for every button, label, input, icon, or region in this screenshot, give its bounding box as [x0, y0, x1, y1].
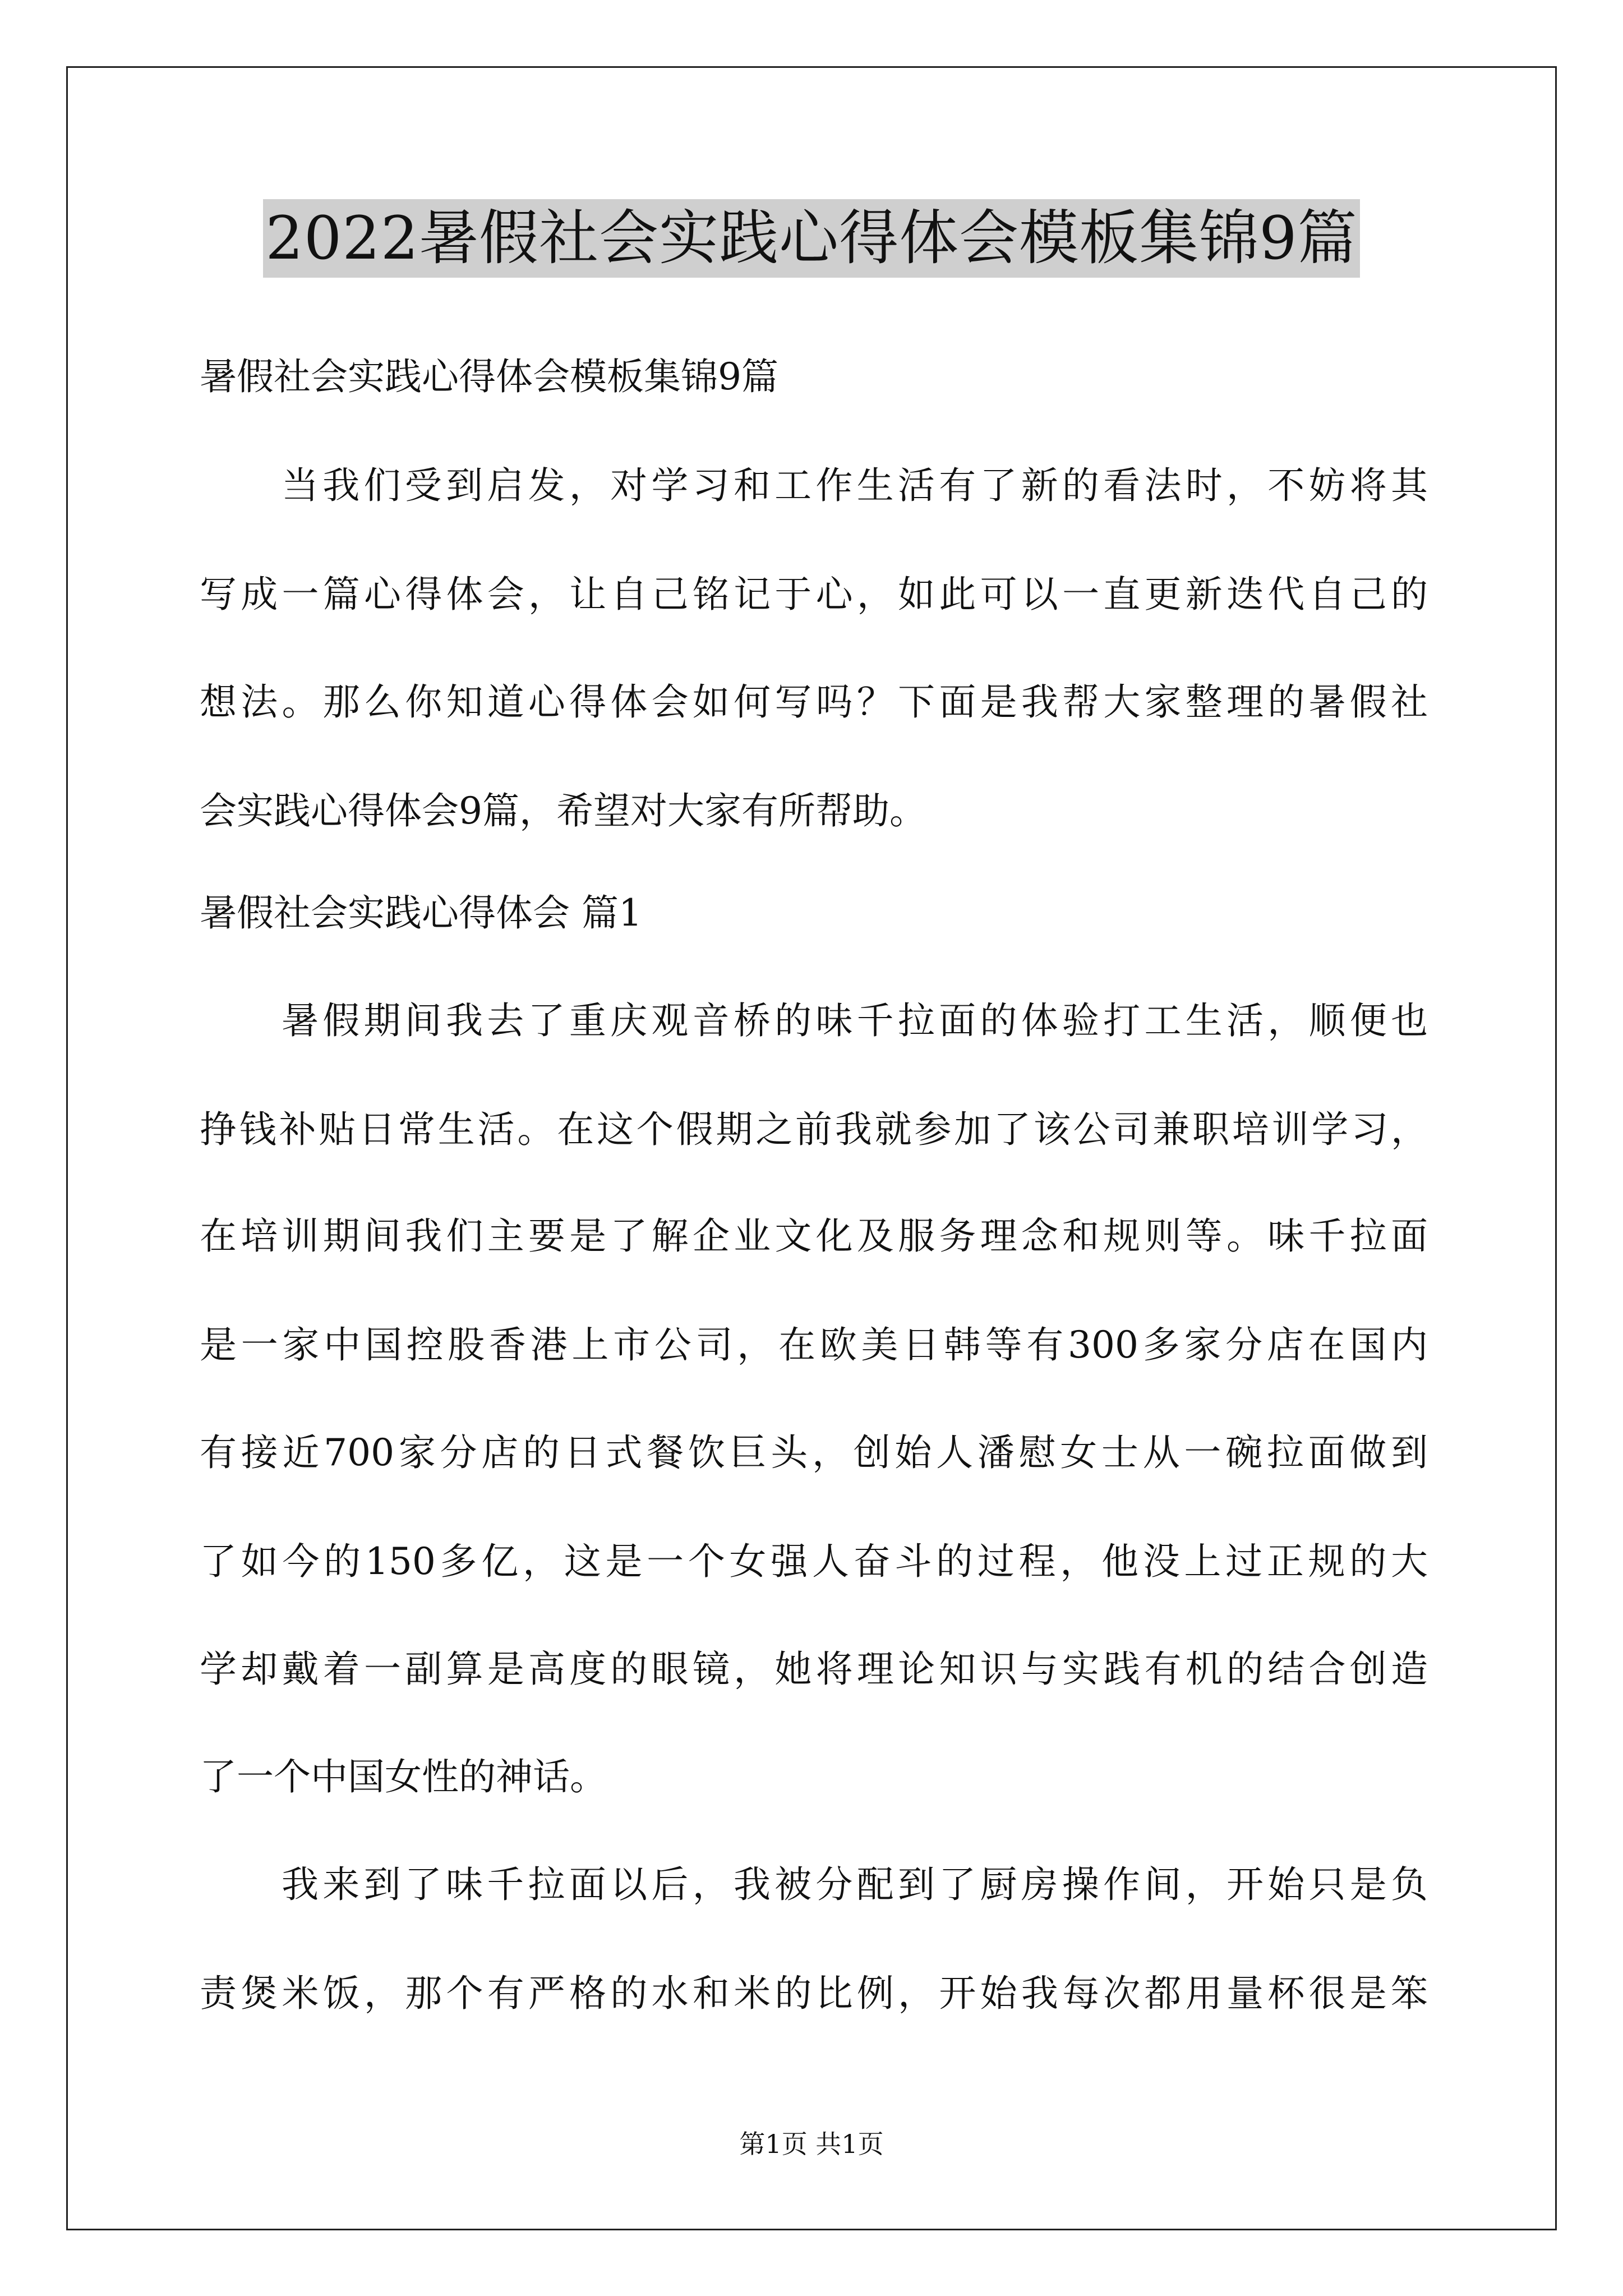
- intro-line: 想法。那么你知道心得体会如何写吗？下面是我帮大家整理的暑假社: [200, 680, 1428, 724]
- paragraph-line: 学却戴着一副算是高度的眼镜，她将理论知识与实践有机的结合创造: [200, 1648, 1428, 1691]
- paragraph-line: 责煲米饭，那个有严格的水和米的比例，开始我每次都用量杯很是笨: [200, 1972, 1428, 2015]
- paragraph-line: 挣钱补贴日常生活。在这个假期之前我就参加了该公司兼职培训学习，: [200, 1108, 1428, 1151]
- paragraph-line: 在培训期间我们主要是了解企业文化及服务理念和规则等。味千拉面: [200, 1214, 1428, 1258]
- paragraph-line: 我来到了味千拉面以后，我被分配到了厨房操作间，开始只是负: [282, 1863, 1428, 1906]
- paragraph-line: 有接近700家分店的日式餐饮巨头，创始人潘慰女士从一碗拉面做到: [200, 1431, 1428, 1474]
- page-footer: 第1页 共1页: [739, 2129, 884, 2159]
- intro-line: 会实践心得体会9篇，希望对大家有所帮助。: [200, 789, 926, 832]
- paragraph-line: 暑假期间我去了重庆观音桥的味千拉面的体验打工生活，顺便也: [282, 999, 1428, 1042]
- paragraph-line: 了如今的150多亿，这是一个女强人奋斗的过程，他没上过正规的大: [200, 1540, 1428, 1583]
- intro-line: 当我们受到启发，对学习和工作生活有了新的看法时，不妨将其: [282, 464, 1428, 507]
- document-title-text: 2022暑假社会实践心得体会模板集锦9篇: [263, 199, 1359, 278]
- intro-line: 写成一篇心得体会，让自己铭记于心，如此可以一直更新迭代自己的: [200, 573, 1428, 616]
- document-subtitle: 暑假社会实践心得体会模板集锦9篇: [200, 355, 778, 398]
- paragraph-line: 是一家中国控股香港上市公司，在欧美日韩等有300多家分店在国内: [200, 1323, 1428, 1366]
- paragraph-line: 了一个中国女性的神话。: [200, 1755, 607, 1798]
- section-heading: 暑假社会实践心得体会 篇1: [200, 891, 642, 935]
- document-title: [0, 199, 1623, 278]
